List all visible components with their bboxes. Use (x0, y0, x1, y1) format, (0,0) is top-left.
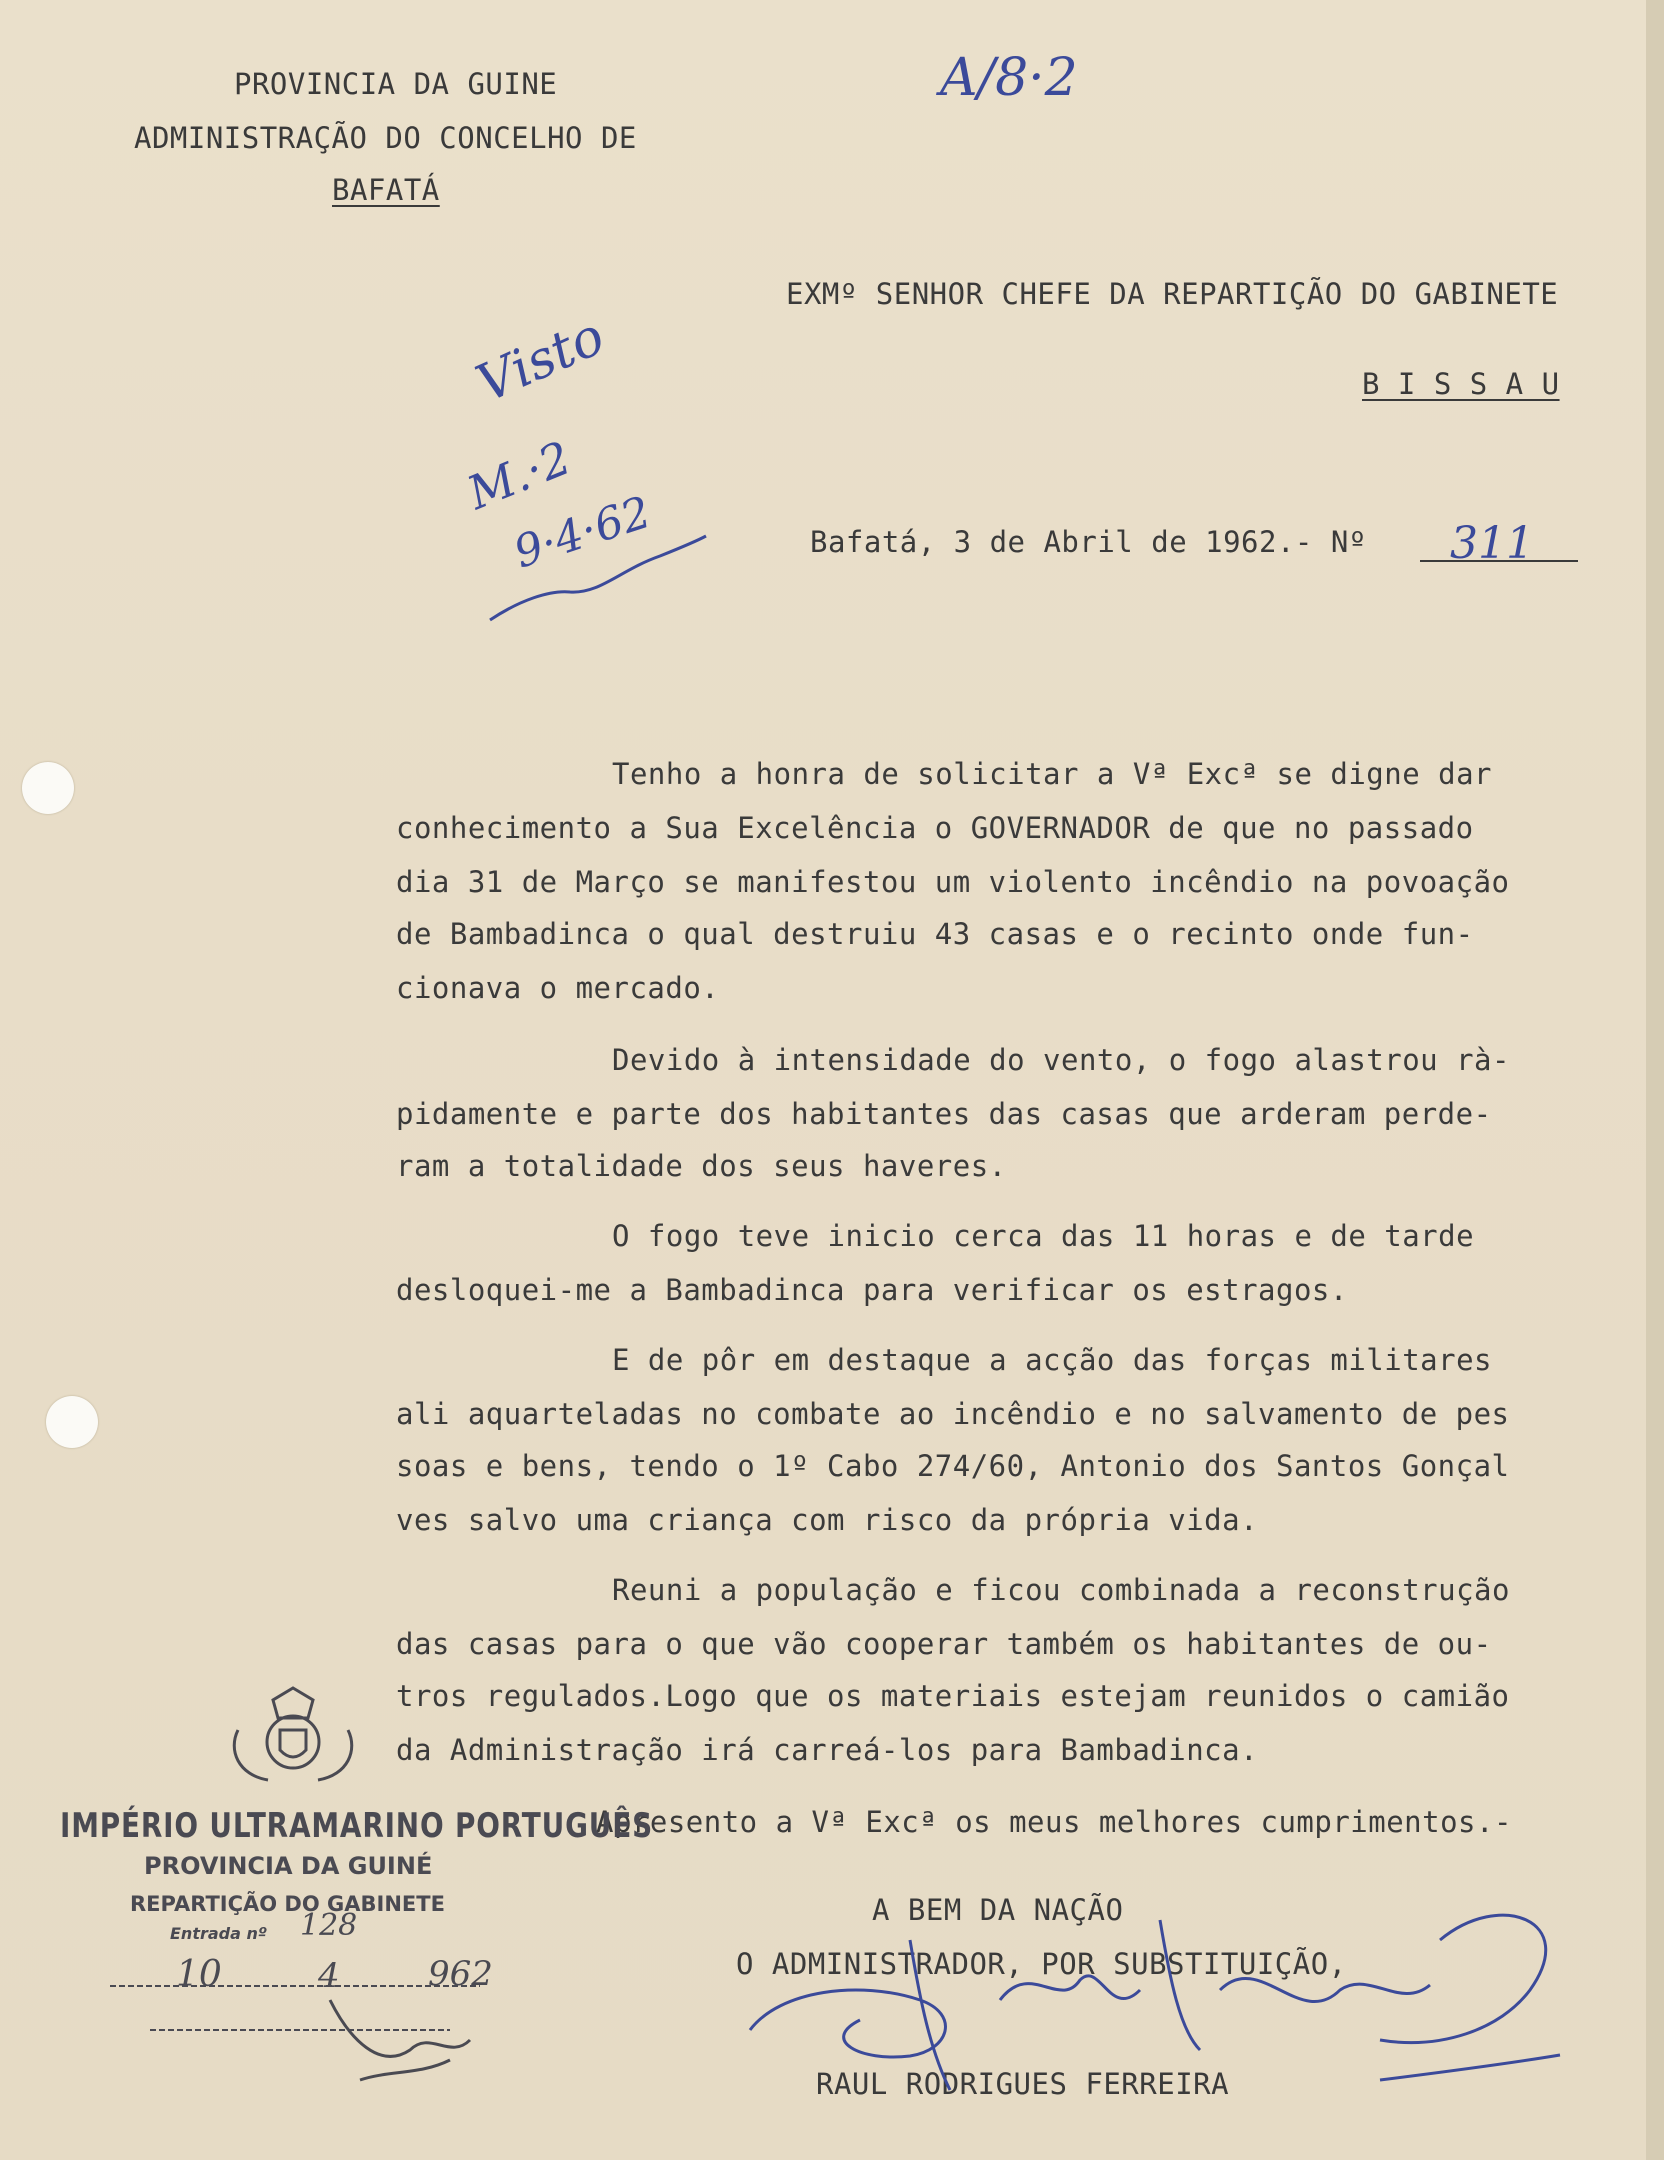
body-line-14: ves salvo uma criança com risco da própria vida. (396, 1503, 1259, 1537)
file-reference: A/8·2 (940, 48, 1078, 108)
annotation-visto: Visto (468, 306, 614, 415)
body-line-17: tros regulados.Logo que os materiais estejam reunidos o camião (396, 1679, 1510, 1713)
body-line-12: ali aquarteladas no combate ao incêndio e no salvamento de pes (396, 1397, 1510, 1431)
body-line-13: soas e bens, tendo o 1º Cabo 274/60, Antonio dos Santos Gonçal (396, 1449, 1510, 1483)
body-line-2: conhecimento a Sua Excelência o GOVERNADOR de que no passado (396, 811, 1474, 845)
body-line-10: desloquei-me a Bambadinca para verificar os estragos. (396, 1273, 1348, 1307)
body-line-6: Devido à intensidade do vento, o fogo alastrou rà- (612, 1043, 1510, 1077)
body-line-9: O fogo teve inicio cerca das 11 horas e de tarde (612, 1219, 1475, 1253)
addressee-title: EXMº SENHOR CHEFE DA REPARTIÇÃO DO GABINETE (786, 277, 1559, 311)
body-line-3: dia 31 de Março se manifestou um violento incêndio na povoação (396, 865, 1510, 899)
body-line-5: cionava o mercado. (396, 971, 720, 1005)
stamp-initials (320, 1980, 480, 2090)
body-line-8: ram a totalidade dos seus haveres. (396, 1149, 1007, 1183)
annotation-initial: M.·2 (460, 430, 579, 521)
body-line-16: das casas para o que vão cooperar também os habitantes de ou- (396, 1627, 1492, 1661)
date-line: Bafatá, 3 de Abril de 1962.- Nº (810, 525, 1367, 559)
annotation-date: 9·4·62 (508, 486, 657, 579)
body-line-18: da Administração irá carreá-los para Bambadinca. (396, 1733, 1259, 1767)
stamp-date-year: 962 (428, 1954, 493, 1994)
header-town: BAFATÁ (332, 173, 440, 207)
header-province: PROVINCIA DA GUINE (234, 67, 558, 101)
punch-hole-top (22, 762, 74, 814)
body-line-15: Reuni a população e ficou combinada a reconstrução (612, 1573, 1510, 1607)
document-number: 311 (1450, 518, 1534, 569)
closing-title: O ADMINISTRADOR, POR SUBSTITUIÇÃO, (736, 1947, 1347, 1981)
body-line-4: de Bambadinca o qual destruiu 43 casas e o recinto onde fun- (396, 917, 1474, 951)
body-line-19: Apresento a Vª Excª os meus melhores cumprimentos.- (596, 1805, 1512, 1839)
punch-hole-bottom (46, 1396, 98, 1448)
stamp-province: PROVINCIA DA GUINÉ (144, 1852, 433, 1880)
stamp-entry-label: Entrada nº (170, 1924, 267, 1943)
signatory-name: RAUL RODRIGUES FERREIRA (816, 2067, 1230, 2101)
stamp-empire: IMPÉRIO ULTRAMARINO PORTUGUÊS (60, 1806, 654, 1846)
body-line-7: pidamente e parte dos habitantes das casas que arderam perde- (396, 1097, 1492, 1131)
stamp-date-day: 10 (176, 1954, 222, 1995)
body-line-11: E de pôr em destaque a acção das forças militares (612, 1343, 1493, 1377)
annotation-flourish (480, 520, 720, 640)
stamp-department: REPARTIÇÃO DO GABINETE (130, 1892, 445, 1916)
addressee-city: B I S S A U (1362, 367, 1560, 401)
header-administration: ADMINISTRAÇÃO DO CONCELHO DE (134, 121, 637, 155)
coat-of-arms-emblem (218, 1680, 368, 1790)
stamp-entry-number: 128 (300, 1908, 358, 1943)
stamp-date-month: 4 (318, 1956, 340, 1996)
page-edge (1646, 0, 1664, 2160)
body-line-1: Tenho a honra de solicitar a Vª Excª se digne dar (612, 757, 1493, 791)
handwritten-signature (740, 1880, 1600, 2110)
closing-salutation: A BEM DA NAÇÃO (872, 1893, 1124, 1927)
